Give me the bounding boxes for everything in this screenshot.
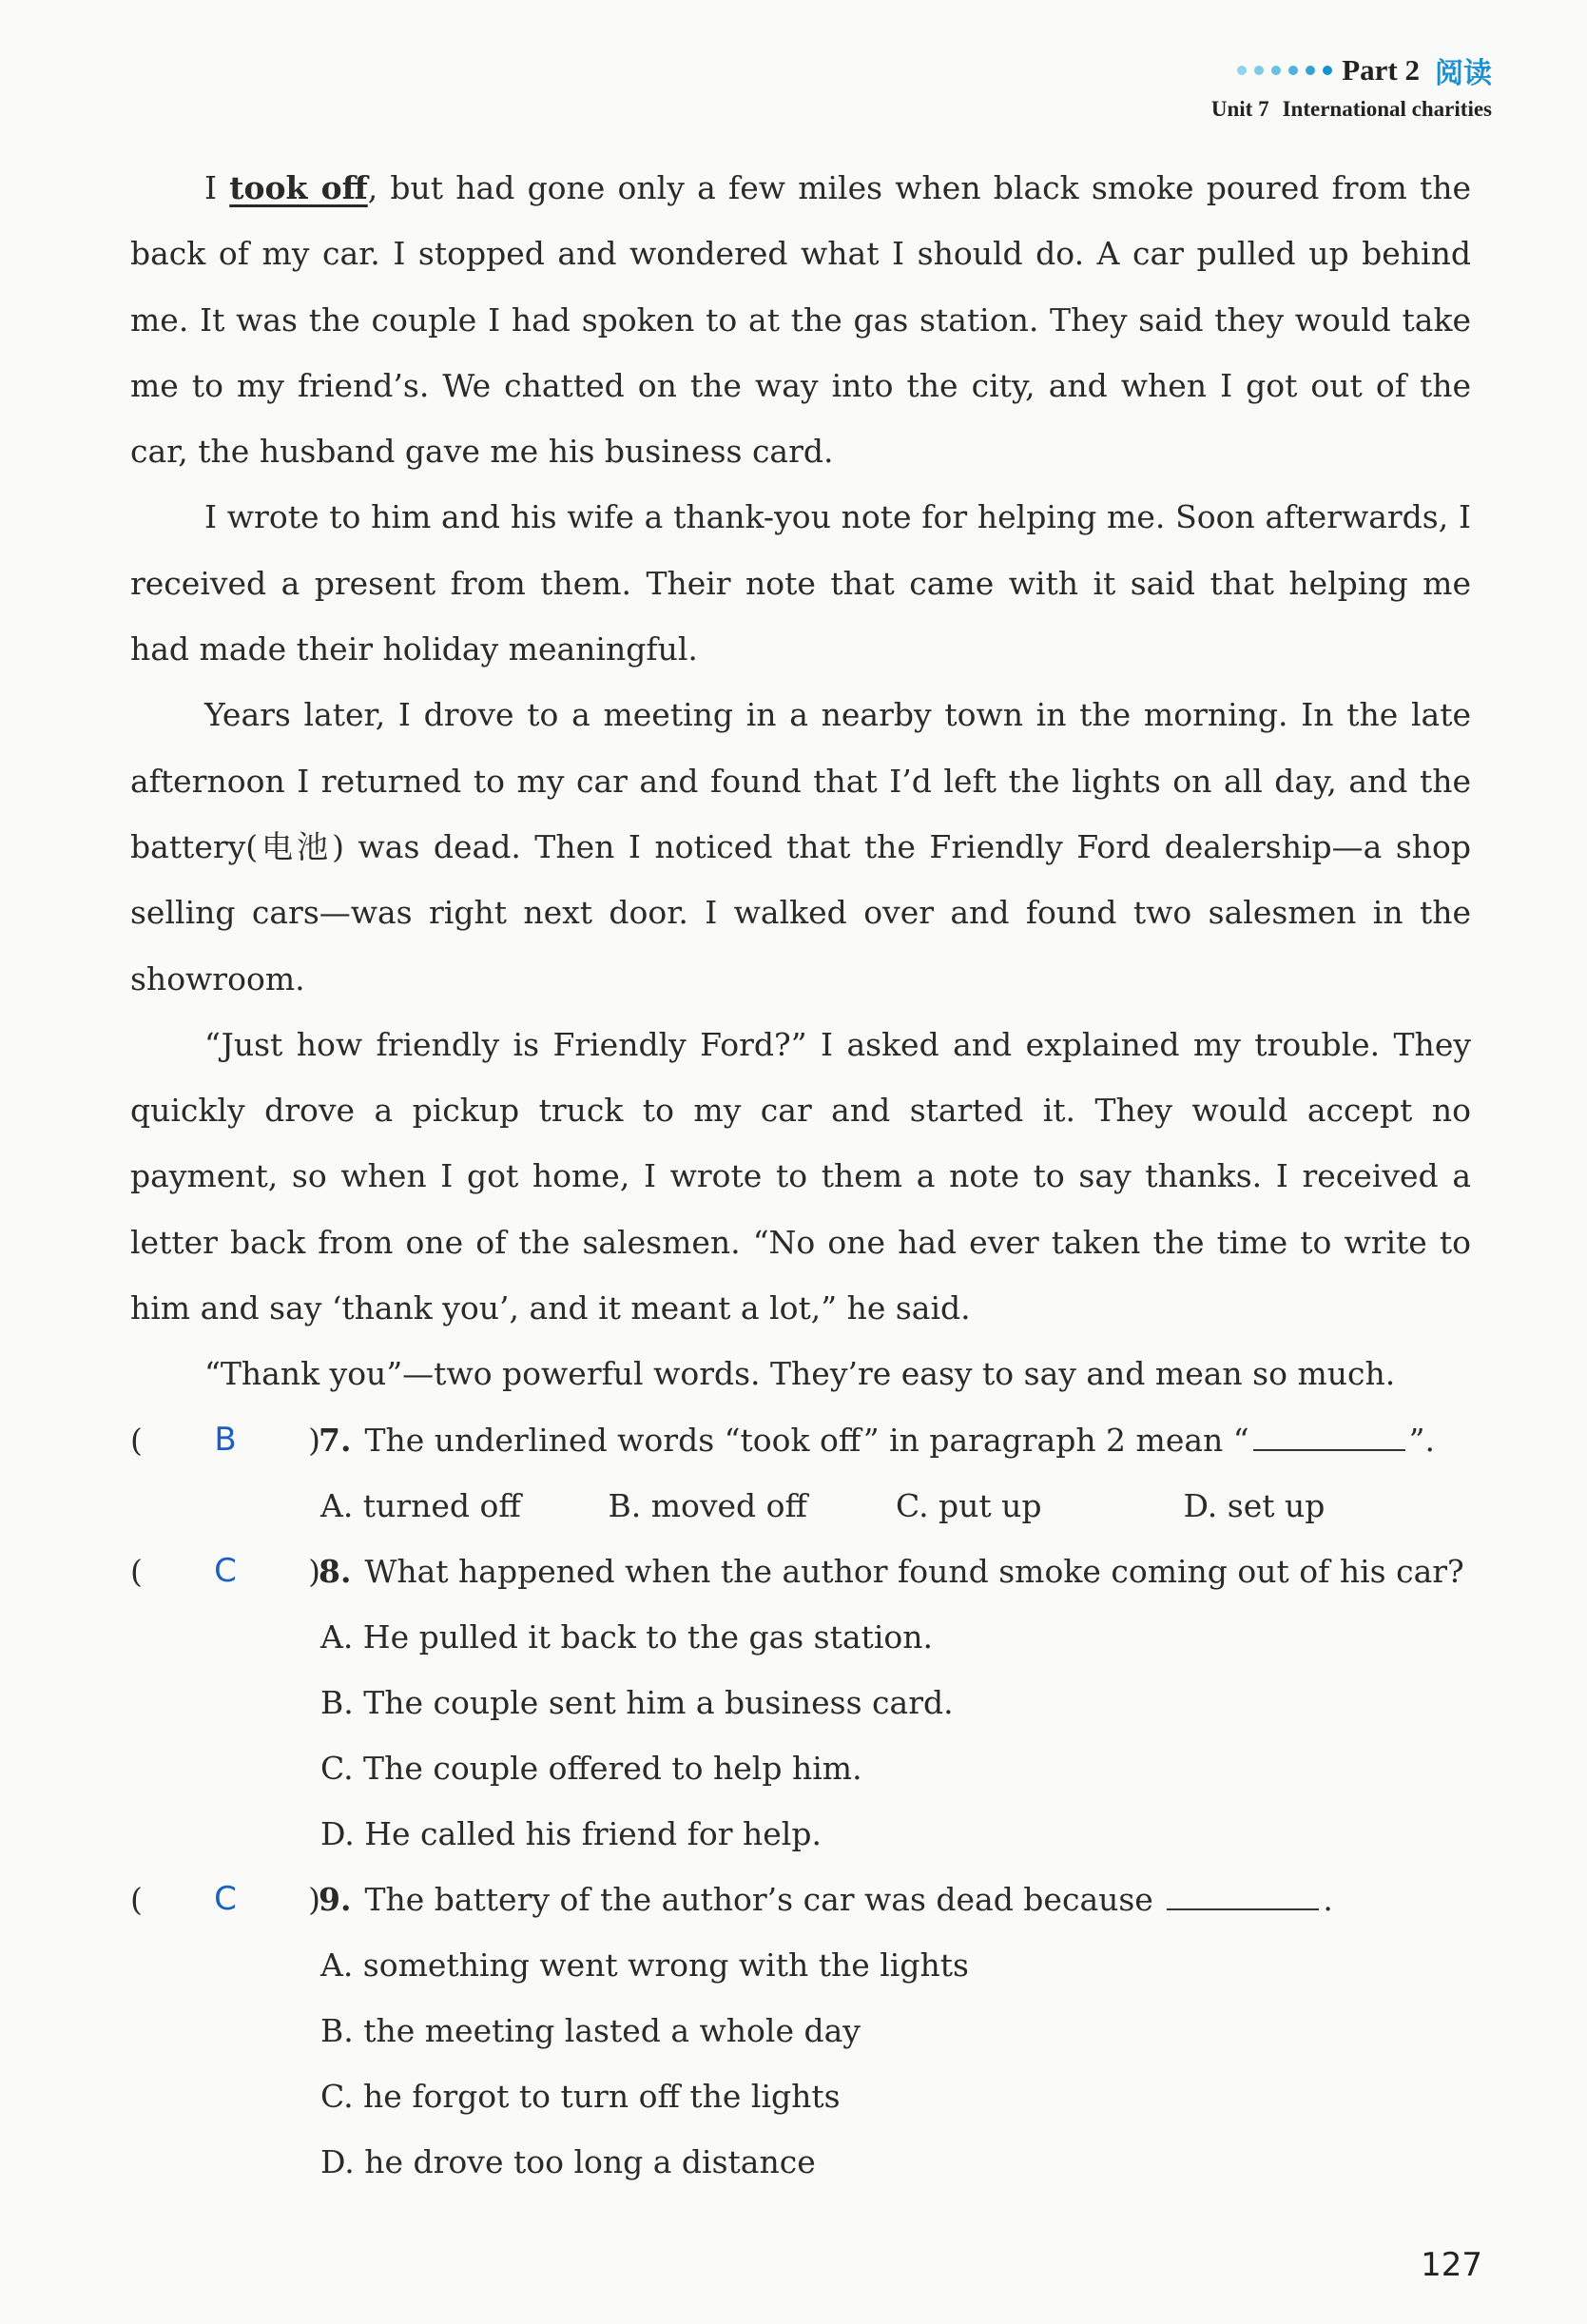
paragraph-4: Years later, I drove to a meeting in a nearby town in the morning. In the late afternoon I returned to my car and found that I’d left the lights on all day, and the battery(电池) was dead. Then I noticed that the Friendly Ford dealership—a shop selling cars—was right next door. I walked over and found two salesmen in the showroom. (130, 696, 1471, 997)
unit-title: International charities (1282, 97, 1492, 121)
part-cn-label: 阅读 (1435, 57, 1492, 90)
answer-blank (1167, 1880, 1319, 1910)
question-number: 9. (319, 1880, 352, 1918)
decorative-dots-icon (1237, 66, 1332, 75)
reading-passage (130, 155, 1471, 2195)
option-d: D. set up (1183, 1486, 1326, 1524)
question-7 (130, 1407, 1471, 1539)
question-number: 8. (319, 1552, 352, 1590)
page-header (1211, 49, 1492, 122)
question-8 (130, 1539, 1471, 1867)
paragraph-6: “Thank you”—two powerful words. They’re easy to say and mean so much. (204, 1355, 1396, 1393)
question-stem: The underlined words “took off” in paragraph 2 mean “ ”. (364, 1421, 1436, 1459)
unit-label: Unit 7 (1210, 97, 1269, 121)
question-number: 7. (319, 1421, 352, 1459)
option-c: C. put up (896, 1486, 1042, 1524)
paragraph-5: “Just how friendly is Friendly Ford?” I asked and explained my trouble. They quickly drove a pickup truck to my car and started it. They would accept no payment, so when I got home, I wrote to them a note to say thanks. I received a letter back from one of the salesmen. “No one had ever taken the time to write to him and say ‘thank you’, and it meant a lot,” he said. (130, 1025, 1471, 1327)
page-number: 127 (1421, 2246, 1482, 2284)
option-a: A. turned off (320, 1486, 521, 1524)
question-stem: The battery of the author’s car was dead because . (364, 1880, 1333, 1918)
answer-bracket: ( C ) (130, 1867, 320, 1932)
underlined-phrase: took off (229, 169, 368, 206)
answer-bracket: ( C ) (130, 1539, 320, 1604)
answer-mark: B (214, 1420, 237, 1459)
answer-mark: C (214, 1551, 237, 1590)
option-b: B. moved off (608, 1486, 807, 1524)
answer-mark: C (214, 1879, 237, 1918)
question-stem: What happened when the author found smoke coming out of his car? (364, 1552, 1464, 1590)
option-a: A. something went wrong with the lights (320, 1946, 969, 1984)
options (130, 1473, 1471, 1539)
option-a: A. He pulled it back to the gas station. (320, 1617, 933, 1656)
question-9 (130, 1867, 1471, 2195)
option-c: C. The couple offered to help him. (320, 1749, 862, 1787)
paragraph-2: I took off, but had gone only a few miles when black smoke poured from the back of my car. I stopped and wondered what I should do. A car pulled up behind me. It was the couple I had spoken to at the gas station. They said they would take me to my friend’s. We chatted on the way into the city, and when I got out of the car, the husband gave me his business card. (130, 169, 1471, 471)
part-label: Part 2 (1342, 53, 1420, 87)
option-d: D. He called his friend for help. (320, 1814, 822, 1852)
option-c: C. he forgot to turn off the lights (320, 2077, 841, 2115)
answer-blank (1253, 1421, 1405, 1451)
answer-bracket: ( B ) (130, 1407, 320, 1473)
option-b: B. the meeting lasted a whole day (320, 2011, 861, 2049)
paragraph-3: I wrote to him and his wife a thank-you note for helping me. Soon afterwards, I received a present from them. Their note that came with it said that helping me had made their holiday meaningful. (130, 498, 1471, 668)
option-b: B. The couple sent him a business card. (320, 1683, 954, 1721)
option-d: D. he drove too long a distance (320, 2142, 816, 2180)
